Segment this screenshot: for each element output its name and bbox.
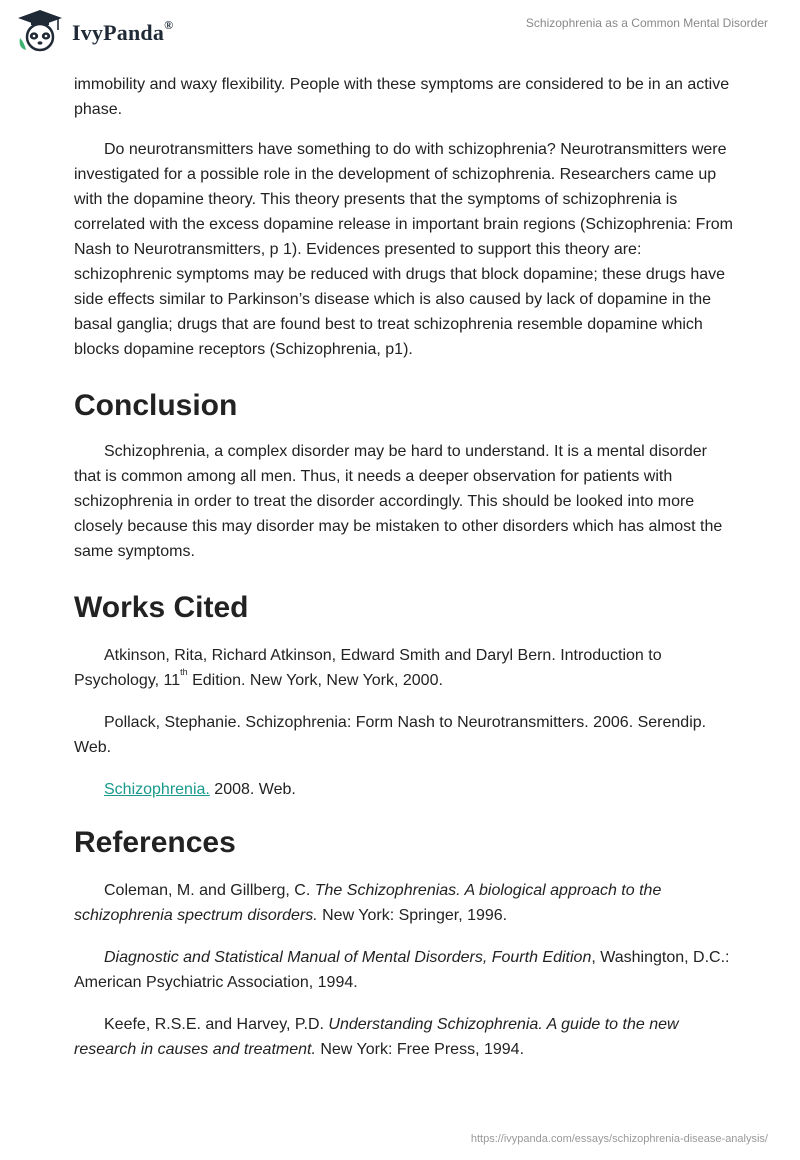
- reference-item: [74, 1012, 734, 1062]
- logo-wordmark: [72, 20, 173, 46]
- citation-text: Atkinson, Rita, Richard Atkinson, Edward Smith and Daryl Bern. Introduction to Psychology, 11: [74, 647, 662, 689]
- references-heading: References: [74, 826, 236, 859]
- source-url[interactable]: https://ivypanda.com/essays/schizophrenia-disease-analysis/: [470, 1133, 768, 1145]
- citation-item: [74, 777, 734, 802]
- works-cited-heading: Works Cited: [74, 591, 249, 624]
- citation-superscript: th: [180, 667, 188, 677]
- reference-text: New York: Springer, 1996.: [317, 907, 508, 924]
- reference-text: Coleman, M. and Gillberg, C.: [104, 882, 315, 899]
- logo[interactable]: [14, 8, 173, 52]
- running-title: Schizophrenia as a Common Mental Disorder: [525, 16, 768, 30]
- body-paragraph: immobility and waxy flexibility. People with these symptoms are considered to be in an active phase.: [74, 76, 730, 118]
- reference-item: [74, 945, 734, 995]
- citation-text: 2008. Web.: [209, 781, 296, 798]
- body-paragraph: Do neurotransmitters have something to do with schizophrenia? Neurotransmitters were investigated for a possible role in the development of schizophrenia. Researchers came up with the dopamine theory. This theory presents that the symptoms of schizophrenia is correlated with the excess dopamine release in important brain regions (Schizophrenia: From Nash to Neurotransmitters, p 1). Evidences presented to support this theory are: schizophrenic symptoms may be reduced with drugs that block dopamine; these drugs have side effects similar to Parkinson’s disease which is also caused by lack of dopamine in the basal ganglia; drugs that are found best to treat schizophrenia resemble dopamine which blocks dopamine receptors (Schizophrenia, p1).: [74, 141, 733, 358]
- conclusion-heading: Conclusion: [74, 389, 238, 422]
- conclusion-paragraph: Schizophrenia, a complex disorder may be hard to understand. It is a mental disorder that is common among all men. Thus, it needs a deeper observation for patients with schizophrenia in order to treat the disorder accordingly. This should be looked into more closely because this may disorder may be mistaken to other disorders which has almost the same symptoms.: [74, 443, 723, 560]
- reference-text: , Washington, D.C.: American Psychiatric Association, 1994.: [74, 949, 730, 991]
- page-header: [0, 0, 800, 70]
- citation-item: [74, 643, 734, 693]
- reference-text: New York: Free Press, 1994.: [315, 1041, 525, 1058]
- citation-item: Pollack, Stephanie. Schizophrenia: Form Nash to Neurotransmitters. 2006. Serendip. Web.: [74, 714, 707, 756]
- reference-item: [74, 878, 734, 928]
- reference-title: Diagnostic and Statistical Manual of Mental Disorders, Fourth Edition: [104, 949, 592, 966]
- logo-name: IvyPanda: [72, 20, 165, 45]
- reference-title: Understanding Schizophrenia. A guide to the new research in causes and treatment.: [74, 1016, 679, 1058]
- reference-title: The Schizophrenias. A biological approach to the schizophrenia spectrum disorders.: [74, 882, 662, 924]
- reference-text: Keefe, R.S.E. and Harvey, P.D.: [104, 1016, 329, 1033]
- registered-mark: ®: [164, 18, 174, 32]
- citation-link[interactable]: Schizophrenia.: [104, 781, 210, 798]
- citation-text: Edition. New York, New York, 2000.: [187, 672, 443, 689]
- essay-content: [74, 72, 734, 1062]
- panda-graduate-icon: [14, 8, 66, 52]
